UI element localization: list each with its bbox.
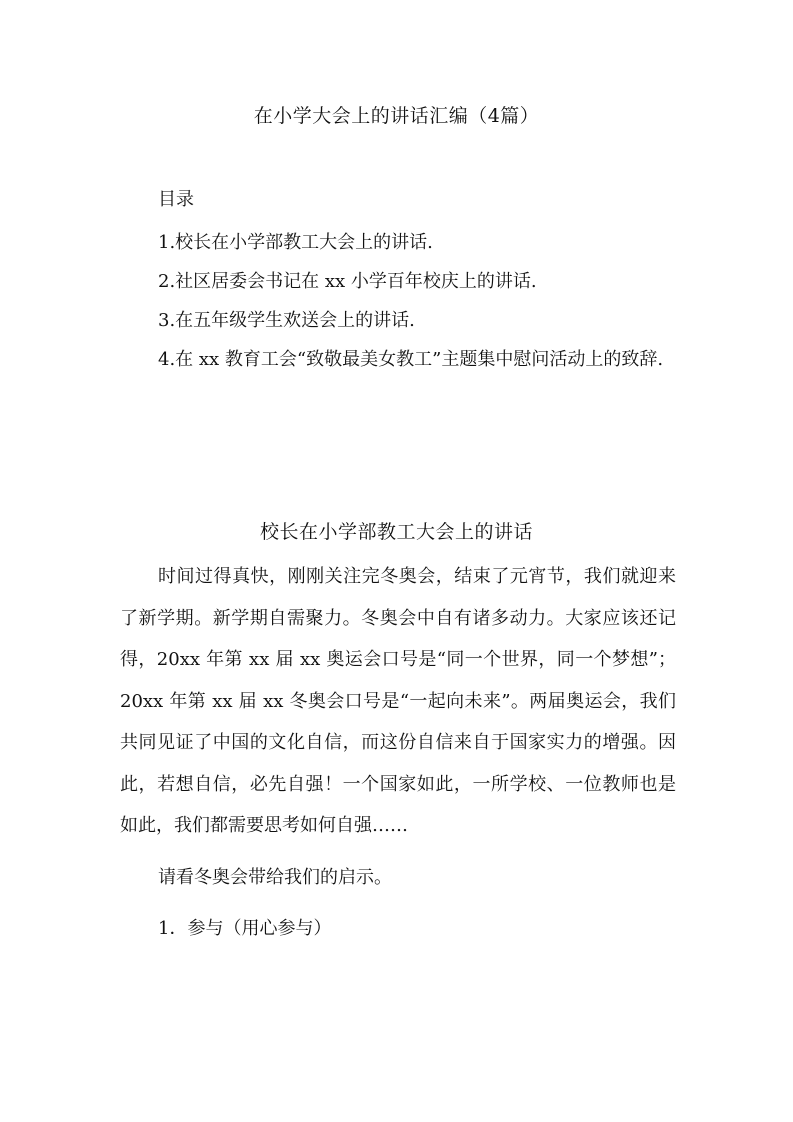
toc-heading: 目录 [158,189,194,210]
body-paragraph: 时间过得真快，刚刚关注完冬奥会，结束了元宵节，我们就迎来了新学期。新学期自需聚力。冬奥会中自有诸多动力。大家应该还记得，20xx 年第 xx 届 xx 奥运会口号是“同一个世界，同一个梦想”；20xx 年第 xx 届 xx 冬奥会口号是“一起向未来”。两届奥运会，我们共同见证了中国的文化自信，而这份自信来自于国家实力的增强。因此，若想自信，必先自强！一个国家如此，一所学校、一位教师也是如此，我们都需要思考如何自强…… [120,566,676,836]
body-paragraph: 请看冬奥会带给我们的启示。 [158,866,392,888]
body-paragraph: 1．参与（用心参与） [158,918,332,939]
section-title: 校长在小学部教工大会上的讲话 [259,521,533,543]
toc-item: 3.在五年级学生欢送会上的讲话. [158,310,415,331]
toc-item: 1.校长在小学部教工大会上的讲话. [158,232,433,253]
table-of-contents [120,185,676,379]
toc-item: 2.社区居委会书记在 xx 小学百年校庆上的讲话. [158,271,537,292]
toc-item: 4.在 xx 教育工会“致敬最美女教工”主题集中慰问活动上的致辞. [158,349,664,370]
document-title: 在小学大会上的讲话汇编（4篇） [253,105,540,127]
section-body [120,556,676,950]
